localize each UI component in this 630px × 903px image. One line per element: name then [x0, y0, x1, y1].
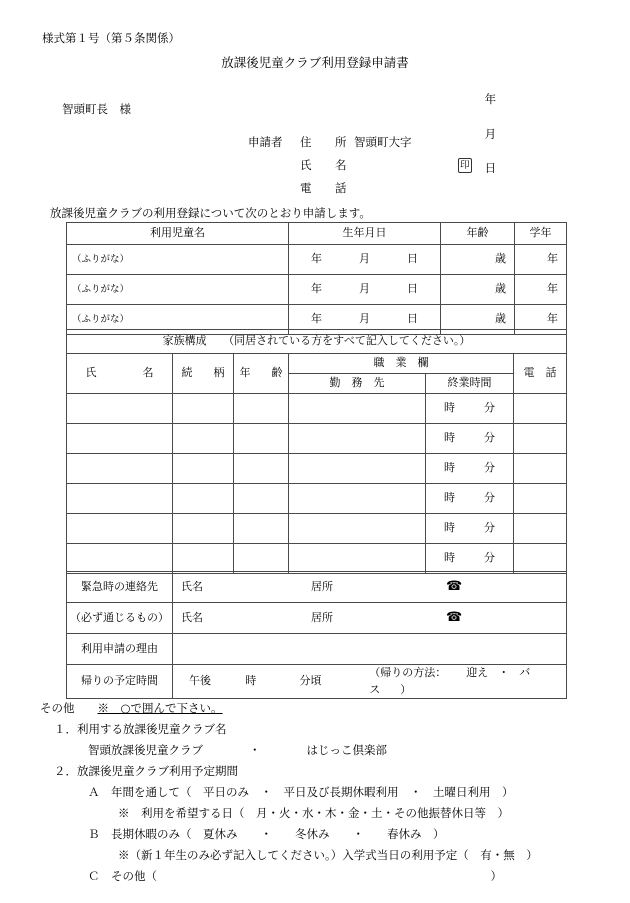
year-label: 年: [311, 312, 322, 326]
cell-family-phone[interactable]: [514, 484, 567, 514]
return-time-row: [67, 665, 567, 699]
note-item2-option-c[interactable]: Ｃ その他（ ）: [88, 869, 502, 883]
emergency-label-line2: （必ず通じるもの）: [67, 603, 173, 634]
date-month-label: 月: [484, 126, 497, 141]
close-paren: ）: [400, 682, 412, 696]
applicant-phone-row: [248, 177, 472, 200]
emergency-name-label: 氏名: [181, 610, 203, 624]
cell-workplace[interactable]: [289, 544, 426, 574]
cell-grade[interactable]: 年: [515, 305, 567, 335]
cell-grade[interactable]: 年: [515, 275, 567, 305]
date-year-label: 年: [484, 92, 497, 107]
page-title: 放課後児童クラブ利用登録申請書: [221, 55, 409, 70]
note-item2-option-b-note[interactable]: ※（新１年生のみ必ず記入してください。）入学式当日の利用予定（ 有・無 ）: [118, 848, 538, 862]
header-grade: 学年: [515, 223, 567, 245]
table-row: [67, 424, 567, 454]
family-header-row-1: [67, 354, 567, 374]
month-label: 月: [359, 312, 370, 326]
cell-family-phone[interactable]: [514, 514, 567, 544]
day-label: 日: [407, 312, 418, 326]
table-row: [67, 275, 567, 305]
note-item1-options[interactable]: 智頭放課後児童クラブ ・ はじっこ倶楽部: [88, 743, 387, 757]
year-label: 年: [311, 252, 322, 266]
cell-endtime[interactable]: [426, 394, 514, 424]
cell-endtime[interactable]: [426, 544, 514, 574]
return-minute-label: 分頃: [299, 674, 322, 688]
cell-family-age[interactable]: [234, 454, 289, 484]
note-item1-title: １．利用する放課後児童クラブ名: [54, 722, 227, 736]
pm-label: 午後: [189, 674, 211, 688]
date-line: [470, 74, 537, 195]
cell-relation[interactable]: [173, 544, 234, 574]
cell-birthdate[interactable]: [289, 275, 441, 305]
furigana-label: （ふりがな）: [72, 253, 130, 265]
table-row: [67, 544, 567, 574]
cell-family-name[interactable]: [67, 484, 173, 514]
applicant-name-row: [248, 154, 472, 177]
emergency-fields-1[interactable]: [173, 572, 567, 603]
cell-birthdate[interactable]: [289, 245, 441, 275]
hour-label: 時: [444, 551, 455, 565]
cell-relation[interactable]: [173, 394, 234, 424]
cell-family-name[interactable]: [67, 394, 173, 424]
intro-text: 放課後児童クラブの利用登録について次のとおり申請します。: [50, 206, 371, 220]
cell-family-name[interactable]: [67, 454, 173, 484]
child-table: [66, 222, 567, 335]
cell-child-name[interactable]: [67, 275, 289, 305]
minute-label: 分: [484, 431, 495, 445]
hour-label: 時: [444, 431, 455, 445]
cell-child-name[interactable]: [67, 245, 289, 275]
year-label: 年: [311, 282, 322, 296]
cell-family-age[interactable]: [234, 484, 289, 514]
cell-family-age[interactable]: [234, 544, 289, 574]
header-age: 年齢: [441, 223, 515, 245]
family-section-title-row: [67, 330, 567, 354]
emergency-name-label: 氏名: [181, 579, 203, 593]
return-hour-label: 時: [245, 674, 257, 688]
emergency-fields-2[interactable]: [173, 603, 567, 634]
header-endtime: 終業時間: [426, 374, 514, 394]
hour-label: 時: [444, 401, 455, 415]
cell-family-age[interactable]: [234, 394, 289, 424]
notes-section: [40, 698, 620, 887]
day-label: 日: [407, 282, 418, 296]
applicant-lead-label: 申請者: [248, 134, 283, 149]
cell-relation[interactable]: [173, 484, 234, 514]
minute-label: 分: [484, 551, 495, 565]
emergency-place-label: 居所: [311, 610, 333, 624]
note-item2-option-a[interactable]: Ａ 年間を通して（ 平日のみ ・ 平日及び長期休暇利用 ・ 土曜日利用 ）: [88, 785, 514, 799]
applicant-block: [248, 131, 472, 200]
notes-heading-label: その他: [40, 701, 75, 715]
cell-family-name[interactable]: [67, 544, 173, 574]
month-label: 月: [359, 282, 370, 296]
cell-grade[interactable]: 年: [515, 245, 567, 275]
cell-relation[interactable]: [173, 454, 234, 484]
cell-endtime[interactable]: [426, 424, 514, 454]
table-row: [67, 394, 567, 424]
minute-label: 分: [484, 491, 495, 505]
emergency-row-2: [67, 603, 567, 634]
cell-family-phone[interactable]: [514, 394, 567, 424]
table-row: [67, 484, 567, 514]
header-child-name: 利用児童名: [67, 223, 289, 245]
table-row: [67, 454, 567, 484]
cell-family-age[interactable]: [234, 514, 289, 544]
cell-endtime[interactable]: [426, 484, 514, 514]
furigana-label: （ふりがな）: [72, 313, 130, 325]
hour-label: 時: [444, 521, 455, 535]
table-row: [67, 514, 567, 544]
date-day-label: 日: [484, 161, 497, 176]
emergency-table: [66, 571, 567, 699]
hour-label: 時: [444, 461, 455, 475]
cell-workplace[interactable]: [289, 394, 426, 424]
cell-workplace[interactable]: [289, 514, 426, 544]
family-table: [66, 329, 567, 574]
emergency-label-line1: 緊急時の連絡先: [67, 572, 173, 603]
minute-label: 分: [484, 401, 495, 415]
cell-family-age[interactable]: [234, 424, 289, 454]
month-label: 月: [359, 252, 370, 266]
header-family-name: 氏 名: [67, 354, 173, 394]
seal-icon: 印: [460, 160, 470, 171]
cell-family-phone[interactable]: [514, 424, 567, 454]
note-item2-option-a-note[interactable]: ※ 利用を希望する日（ 月・火・水・木・金・土・その他振替休日等 ）: [118, 806, 509, 820]
header-relation: 続 柄: [173, 354, 234, 394]
return-method-group: [369, 665, 566, 698]
notes-heading-row: [40, 698, 620, 719]
return-method-label: （帰りの方法：: [369, 666, 447, 679]
table-header-row: [67, 223, 567, 245]
cell-workplace[interactable]: [289, 424, 426, 454]
cell-age[interactable]: 歳: [441, 305, 515, 335]
cell-family-name[interactable]: [67, 424, 173, 454]
cell-workplace[interactable]: [289, 484, 426, 514]
cell-family-name[interactable]: [67, 514, 173, 544]
header-family-age: 年 齢: [234, 354, 289, 394]
cell-endtime[interactable]: [426, 514, 514, 544]
cell-workplace[interactable]: [289, 454, 426, 484]
option-bus[interactable]: バス: [369, 666, 531, 696]
notes-heading-note: ※ ○で囲んで下さい。: [97, 701, 223, 715]
minute-label: 分: [484, 461, 495, 475]
cell-family-phone[interactable]: [514, 544, 567, 574]
day-label: 日: [407, 252, 418, 266]
header-occupation: 職 業 欄: [289, 354, 514, 374]
telephone-icon: ☎: [446, 610, 463, 626]
reason-label: 利用申請の理由: [67, 634, 173, 665]
option-separator: ・: [498, 666, 510, 679]
return-time-label: 帰りの予定時間: [67, 665, 173, 699]
cell-relation[interactable]: [173, 424, 234, 454]
header-workplace: 勤 務 先: [289, 374, 426, 394]
furigana-label: （ふりがな）: [72, 283, 130, 295]
note-item2-option-b[interactable]: Ｂ 長期休暇のみ（ 夏休み ・ 冬休み ・ 春休み ）: [88, 827, 445, 841]
cell-age[interactable]: 歳: [441, 275, 515, 305]
cell-age[interactable]: 歳: [441, 245, 515, 275]
return-time-fields[interactable]: [173, 665, 567, 699]
cell-endtime[interactable]: [426, 454, 514, 484]
address-label: 住 所: [300, 134, 353, 149]
minute-label: 分: [484, 521, 495, 535]
name-label: 氏 名: [300, 157, 353, 172]
form-number: 様式第１号（第５条関係）: [42, 31, 180, 45]
option-pickup[interactable]: 迎え: [466, 666, 489, 679]
reason-value[interactable]: [173, 634, 567, 665]
hour-label: 時: [444, 491, 455, 505]
note-item2-title: ２．放課後児童クラブ利用予定期間: [54, 764, 238, 778]
header-birthdate: 生年月日: [289, 223, 441, 245]
address-value: 智頭町大字: [354, 134, 412, 149]
applicant-address-row: [248, 131, 472, 154]
reason-row: [67, 634, 567, 665]
cell-relation[interactable]: [173, 514, 234, 544]
family-section-title: 家族構成 （同居されている方をすべて記入してください。）: [67, 330, 567, 354]
telephone-icon: ☎: [446, 579, 463, 595]
addressee: 智頭町長 様: [62, 102, 131, 116]
header-family-phone: 電 話: [514, 354, 567, 394]
cell-family-phone[interactable]: [514, 454, 567, 484]
emergency-row-1: [67, 572, 567, 603]
phone-label: 電 話: [300, 180, 353, 195]
emergency-place-label: 居所: [311, 579, 333, 593]
table-row: [67, 245, 567, 275]
